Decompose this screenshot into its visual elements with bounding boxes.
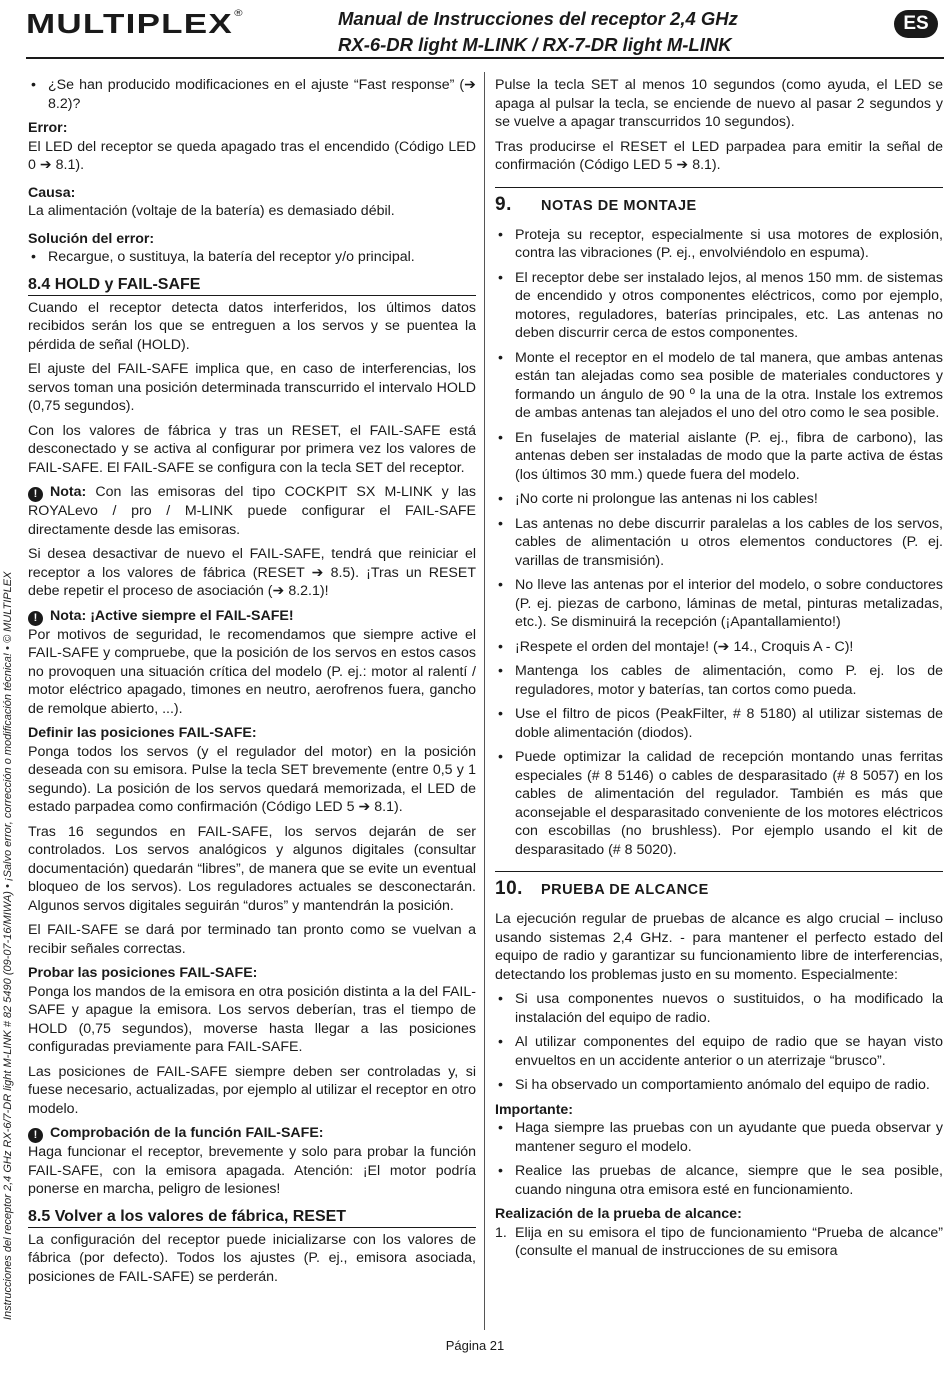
note-heading: ! Nota: ¡Active siempre el FAIL-SAFE! <box>28 607 476 626</box>
chapter-heading-9: 9. NOTAS DE MONTAJE <box>495 187 943 218</box>
paragraph: La ejecución regular de pruebas de alcance es algo crucial – incluso usando sistemas 2,4 GHz. - para mantener el perfecto estado del equipo de radio y garantizar su funcionamiento libre de interferencias, detectando los problemas justo en su momento. Especialmente: <box>495 911 943 983</box>
paragraph: Ponga todos los servos (y el regulador del motor) en la posición deseada con su emisora. Pulse la tecla SET brevemente (entre 0,5 y 1 segundo). La posición de los servos quedará memorizada, el LED de estado parpadea como confirmación (Código LED 5 ➔ 8.1). <box>28 743 476 815</box>
note-paragraph <box>28 483 476 539</box>
left-column <box>28 76 476 1292</box>
error-text: El LED del receptor se queda apagado tras el encendido (Código LED 0 ➔ 8.1). <box>28 138 476 173</box>
list-item: • ¿Se han producido modificaciones en el ajuste “Fast response” (➔ 8.2)? <box>28 76 476 113</box>
solution-label: Solución del error: <box>28 230 155 247</box>
important-label: Importante: <box>495 1101 574 1118</box>
list-item: 1. Elija en su emisora el tipo de funcionamiento “Prueba de alcance” (consulte el manual de instrucciones de su emisora <box>495 1224 943 1259</box>
list-item: • ¡No corte ni prolongue las antenas ni los cables! <box>495 490 943 509</box>
list-item: • Monte el receptor en el modelo de tal manera, que ambas antenas están tan alejadas como sea posible de materiales conductores y formando un ángulo de 90 º la una de la otra. Instale los extremos de ambas antenas tan alejados el uno del otro como le sea posible. <box>495 349 943 423</box>
list-item: • Si ha observado un comportamiento anómalo del equipo de radio. <box>495 1076 943 1095</box>
mounting-notes-list <box>495 226 943 860</box>
title-line-2: RX-6-DR light M-LINK / RX-7-DR light M-LINK <box>338 34 732 55</box>
subheading-test: Probar las posiciones FAIL-SAFE: <box>28 965 258 981</box>
subheading-check: ! Comprobación de la función FAIL-SAFE: <box>28 1124 476 1143</box>
cause-block <box>28 184 476 221</box>
error-block <box>28 119 476 175</box>
info-icon: ! <box>28 611 43 626</box>
paragraph: Cuando el receptor detecta datos interferidos, los últimos datos recibidos serán los que se entreguen a los servos y se puentea la pérdida de señal (HOLD). <box>28 299 476 353</box>
info-icon: ! <box>28 1128 43 1143</box>
section-heading-8-4: 8.4 HOLD y FAIL-SAFE <box>28 275 476 296</box>
side-margin-note: Instrucciones del receptor 2,4 GHz RX-6/7-DR light M-LINK # 82 5490 (09-07-16/MIWA) • ¡Salvo error, corrección o modificación técnica! • © MULTIPLEX <box>2 571 14 1320</box>
note-label: Nota: <box>50 484 87 500</box>
paragraph: Tras producirse el RESET el LED parpadea para emitir la señal de confirmación (Código LED 5 ➔ 8.1). <box>495 138 943 173</box>
bullet-list <box>28 248 476 267</box>
language-badge: ES <box>894 10 938 38</box>
cause-label: Causa: <box>28 184 76 201</box>
info-icon: ! <box>28 487 43 502</box>
list-item: • Recargue, o sustituya, la batería del receptor y/o principal. <box>28 248 476 267</box>
paragraph: Por motivos de seguridad, le recomendamos que siempre active el FAIL-SAFE y compruebe, que la posición de los servos en estos casos no provoquen una situación crítica del modelo (P. ej.: motor al ralentí / motor eléctrico apagado, timones en neutro, aerofrenos fuera, gancho de remolque abierto, ...). <box>28 626 476 717</box>
paragraph: Tras 16 segundos en FAIL-SAFE, los servos dejarán de ser controlados. Los servos analógicos y algunos digitales (consultar documentación) quedarán “libres”, de manera que se evite un eventual bloqueo de los servos). Los reguladores actuales se desconectarán. Algunos servos digitales seguirán “duros” y mantendrán la posición. <box>28 823 476 914</box>
right-column <box>495 76 943 1261</box>
paragraph: Ponga los mandos de la emisora en otra posición distinta a la del FAIL-SAFE y apague la emisora. Los servos deberían, tras el tiempo de HOLD (0,75 segundos), moverse hasta llegar a las posiciones configuradas previamente para FAIL-SAFE. <box>28 983 476 1055</box>
subheading-define: Definir las posiciones FAIL-SAFE: <box>28 725 257 741</box>
list-item: • Proteja su receptor, especialmente si usa motores de explosión, contra las vibraciones (P. ej., envolviéndolo en espuma). <box>495 226 943 263</box>
list-item: • Mantenga los cables de alimentación, como P. ej. los de reguladores, motor y baterías, tan cortos como pueda. <box>495 662 943 699</box>
header-divider <box>26 57 944 59</box>
note-text: Con las emisoras del tipo COCKPIT SX M-LINK y las ROYALevo / pro / M-LINK puede configurar el FAIL-SAFE directamente desde las emisoras. <box>28 484 476 538</box>
page-number: Página 21 <box>445 1338 505 1353</box>
paragraph: La configuración del receptor puede inicializarse con los valores de fábrica (por defecto). Todos los ajustes (P. ej., emisora asociada, posiciones de FAIL-SAFE) se perderán. <box>28 1231 476 1285</box>
list-item: • En fuselajes de material aislante (P. ej., fibra de carbono), las antenas deben ser instaladas de modo que la parte activa de éstas (los últimos 30 mm.) quede fuera del modelo. <box>495 429 943 485</box>
paragraph: Pulse la tecla SET al menos 10 segundos (como ayuda, el LED se apaga al pulsar la tecla, se enciende de nuevo al pasar 2 segundos y se vuelve a apagar transcurridos 10 segundos). <box>495 77 943 130</box>
chapter-heading-10: 10. PRUEBA DE ALCANCE <box>495 871 943 902</box>
column-divider <box>484 72 485 1330</box>
list-item: • Si usa componentes nuevos o sustituidos, o ha modificado la instalación del equipo de radio. <box>495 990 943 1027</box>
paragraph: Las posiciones de FAIL-SAFE siempre deben ser controladas y, si fuese necesario, actualizadas, por ejemplo al utilizar el receptor en otro modelo. <box>28 1063 476 1117</box>
paragraph: Si desea desactivar de nuevo el FAIL-SAFE, tendrá que reiniciar el receptor a los valores de fábrica (RESET ➔ 8.5). ¡Tras un RESET debe repetir el proceso de asociación (➔ 8.2.1)! <box>28 546 476 599</box>
list-item: • Puede optimizar la calidad de recepción montando unas ferritas especiales (# 8 5146) o cables de desparasitado (# 8 5057) en los cables de alimentación del regulador. También es más que aconsejable el desparasitado conveniente de los motores eléctricos con escobillas (no brushless). Por ejemplo usando el kit de desparasitado (# 8 5020). <box>495 748 943 859</box>
document-title <box>338 6 858 58</box>
bullet-list <box>28 76 476 113</box>
list-item: • Realice las pruebas de alcance, siempre que le sea posible, cuando ninguna otra emisora esté en funcionamiento. <box>495 1162 943 1199</box>
list-item: • ¡Respete el orden del montaje! (➔ 14., Croquis A - C)! <box>495 638 943 657</box>
procedure-label: Realización de la prueba de alcance: <box>495 1206 742 1222</box>
paragraph: El ajuste del FAIL-SAFE implica que, en caso de interferencias, los servos toman una posición determinada transcurrido el intervalo HOLD (0,75 segundos). <box>28 361 476 414</box>
error-label: Error: <box>28 120 68 136</box>
title-line-1: Manual de Instrucciones del receptor 2,4 GHz <box>338 8 738 29</box>
paragraph: Haga funcionar el receptor, brevemente y solo para probar la función FAIL-SAFE, con la emisora apagada. Atención: ¡El motor podría ponerse en marcha, peligro de lesiones! <box>28 1144 476 1197</box>
bullet-list <box>495 990 943 1095</box>
chapter-title: PRUEBA DE ALCANCE <box>541 882 709 898</box>
list-item: • Use el filtro de picos (PeakFilter, # 8 5180) al utilizar sistemas de doble alimentación (diodos). <box>495 705 943 742</box>
list-item: • El receptor debe ser instalado lejos, al menos 150 mm. de sistemas de encendido y otros componentes eléctricos, como por ejemplo, motores, reguladores, baterías principales, etc. Las antenas no deben discurrir cerca de estos componentes. <box>495 269 943 343</box>
list-item: • Al utilizar componentes del equipo de radio que se hayan visto envueltos en un accidente anterior o un aterrizaje “brusco”. <box>495 1033 943 1070</box>
chapter-title: NOTAS DE MONTAJE <box>541 197 697 214</box>
brand-logo: MULTIPLEX® <box>26 8 244 39</box>
numbered-list <box>495 1224 943 1261</box>
list-item: • Haga siempre las pruebas con un ayudante que pueda observar y mantener seguro el modelo. <box>495 1119 943 1156</box>
section-heading-8-5: 8.5 Volver a los valores de fábrica, RESET <box>28 1207 476 1228</box>
cause-text: La alimentación (voltaje de la batería) es demasiado débil. <box>28 203 395 219</box>
list-item: • No lleve las antenas por el interior del modelo, o sobre conductores (P. ej. piezas de carbono, láminas de metal, pinturas metalizadas, etc.). Se disminuirá la recepción (¡Apantallamiento!) <box>495 576 943 632</box>
paragraph: Con los valores de fábrica y tras un RESET, el FAIL-SAFE está desconectado y se activa al configurar por primera vez los valores de FAIL-SAFE. El FAIL-SAFE se configura con la tecla SET del receptor. <box>28 422 476 476</box>
list-item: • Las antenas no debe discurrir paralelas a los cables de los servos, cables de alimentación u otros elementos conductores (P. ej. varillas de transmisión). <box>495 515 943 571</box>
bullet-list <box>495 1119 943 1199</box>
paragraph: El FAIL-SAFE se dará por terminado tan pronto como se vuelvan a recibir señales correctas. <box>28 922 476 957</box>
